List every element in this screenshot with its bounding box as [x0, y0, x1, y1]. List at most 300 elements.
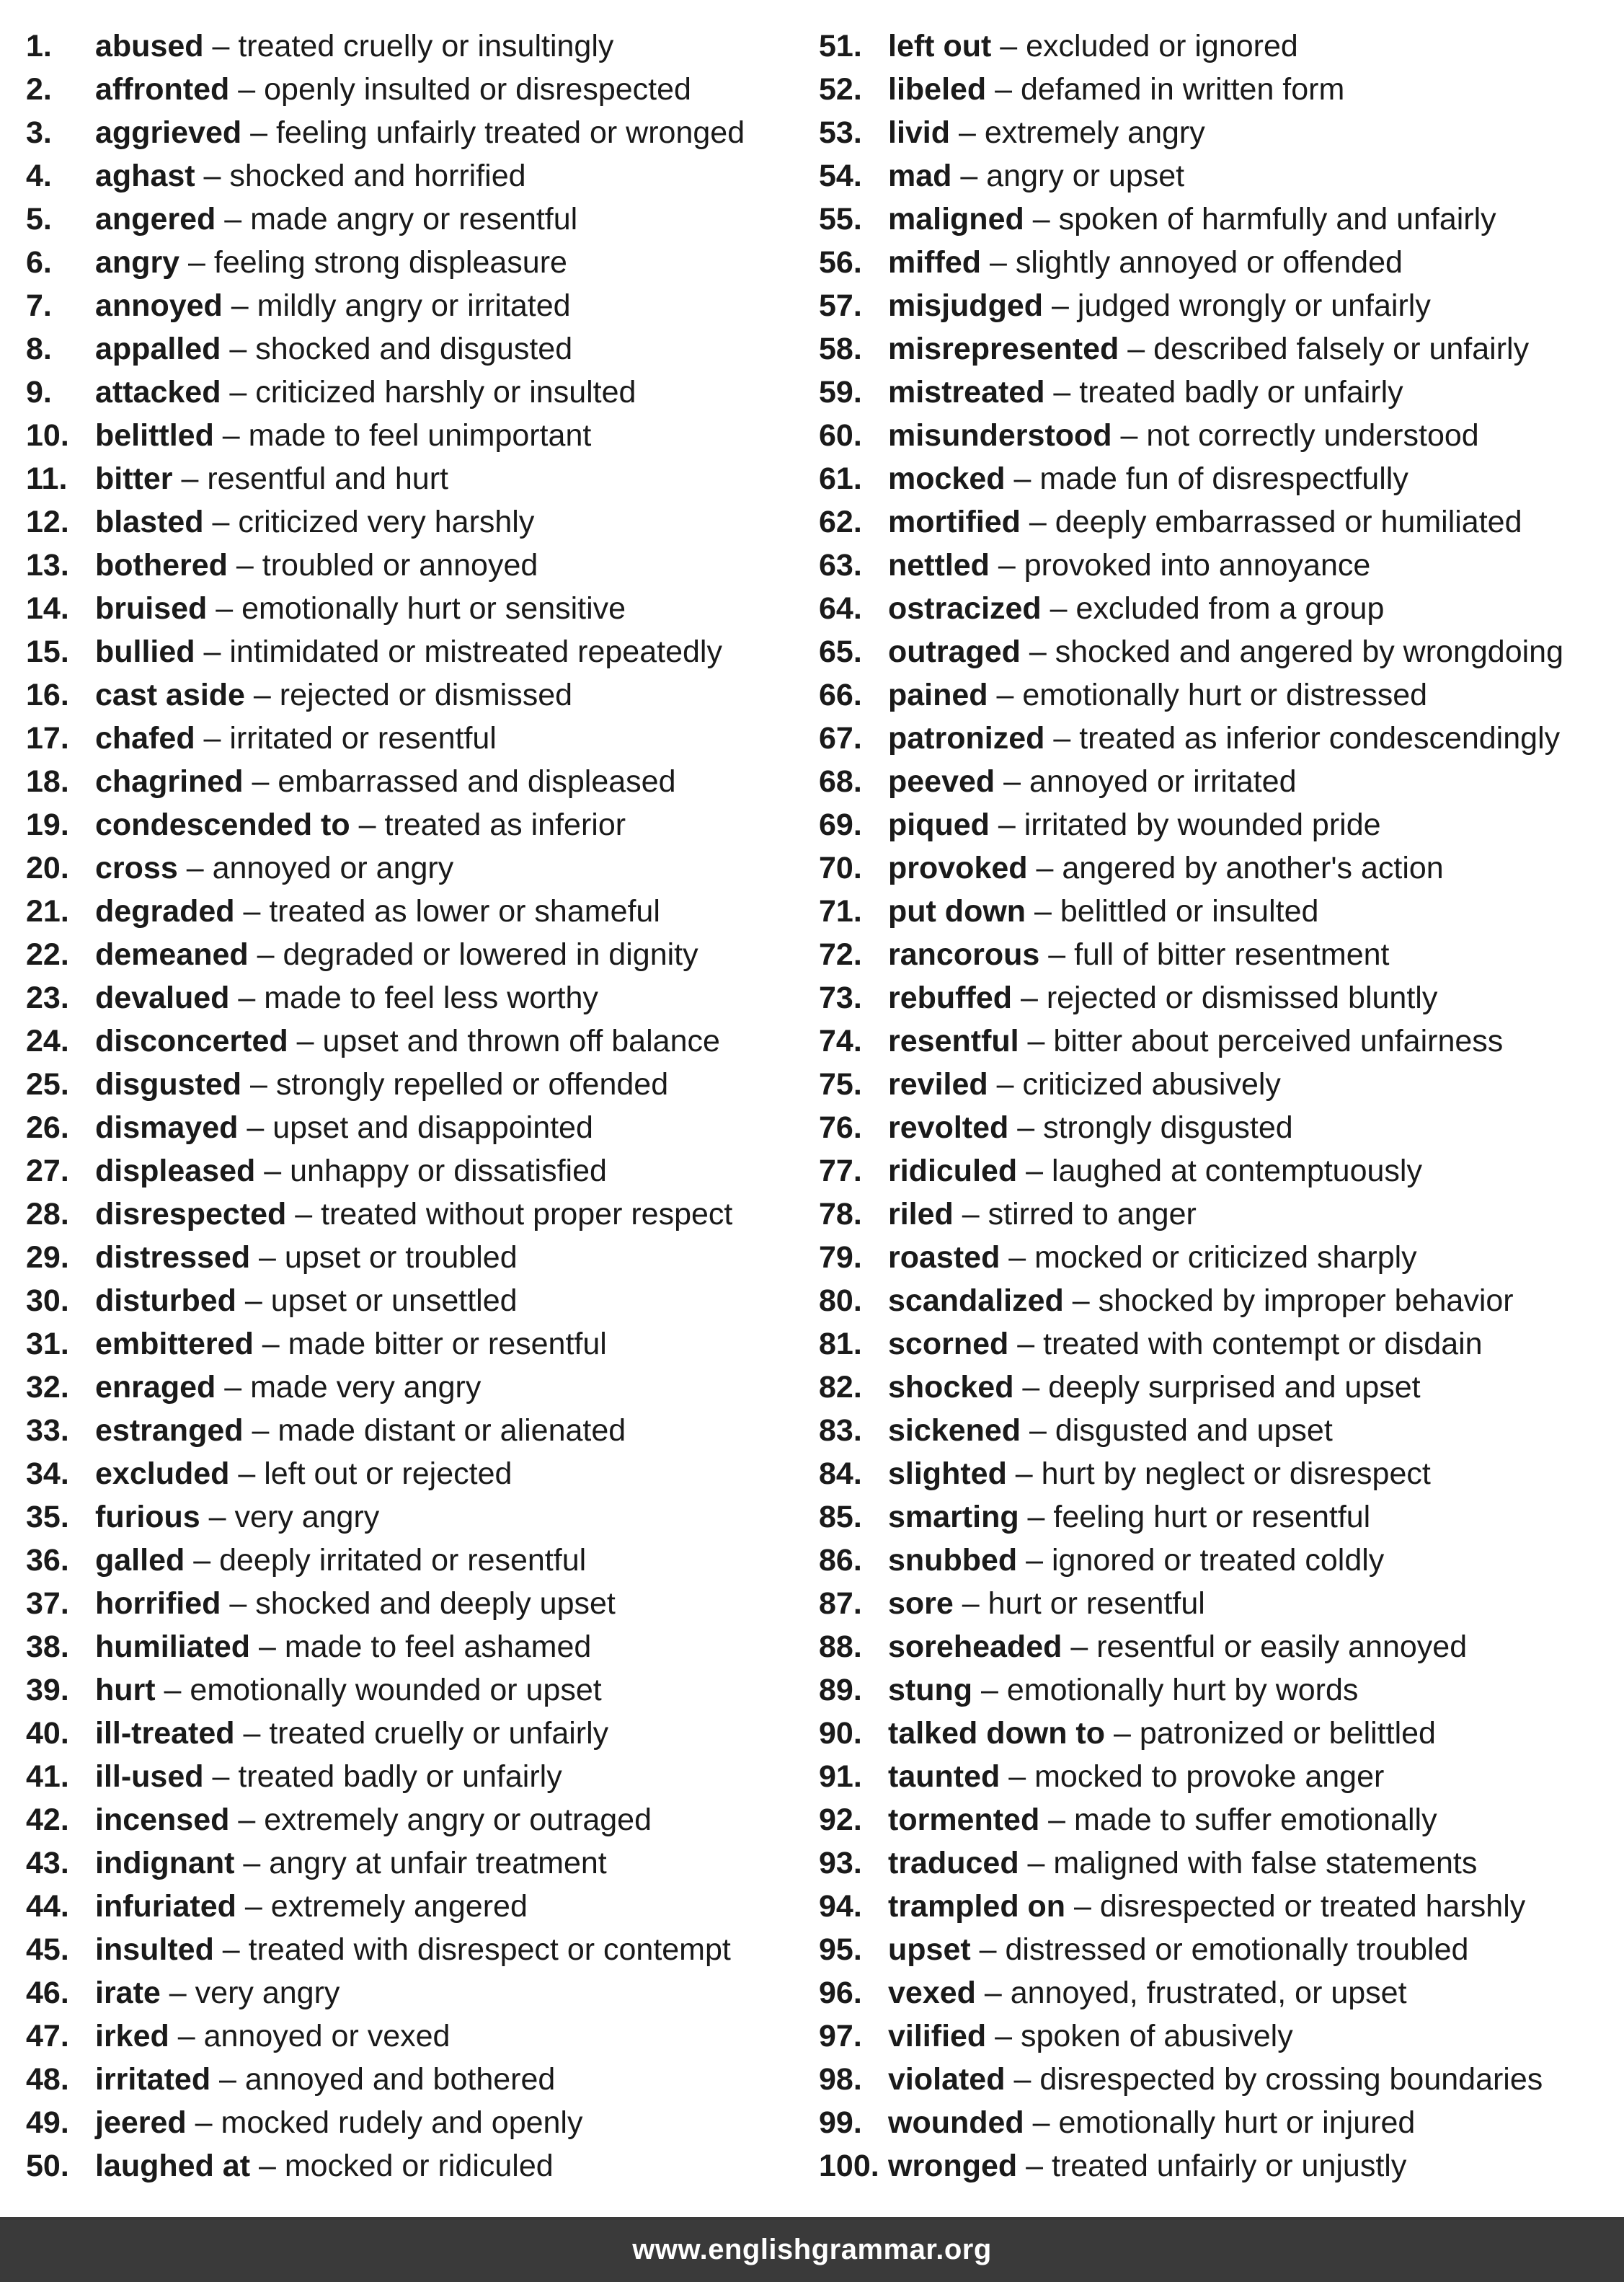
list-item — [819, 1971, 1619, 2015]
item-definition: treated cruelly or insultingly — [238, 29, 614, 63]
item-word: displeased — [95, 1154, 256, 1188]
item-number: 24. — [26, 1024, 69, 1058]
item-word: soreheaded — [888, 1629, 1062, 1664]
item-word: humiliated — [95, 1629, 251, 1664]
item-word: wounded — [888, 2105, 1024, 2140]
list-item — [26, 890, 826, 933]
list-item — [819, 1366, 1619, 1409]
item-text — [95, 1409, 626, 1452]
item-dash: – — [1044, 375, 1080, 410]
item-dash: – — [203, 29, 239, 63]
item-dash: – — [1017, 1543, 1052, 1578]
item-text — [888, 630, 1563, 673]
item-word: cross — [95, 851, 178, 885]
item-word: blasted — [95, 505, 204, 539]
item-text — [888, 846, 1444, 890]
item-dash: – — [241, 1067, 276, 1102]
item-dash: – — [1008, 1327, 1044, 1361]
item-text — [888, 154, 1184, 198]
item-text — [95, 846, 453, 890]
item-number: 50. — [26, 2149, 69, 2183]
item-definition: ignored or treated coldly — [1051, 1543, 1385, 1578]
item-word: misrepresented — [888, 332, 1119, 366]
item-dash: – — [250, 1240, 285, 1275]
item-definition: emotionally hurt or injured — [1058, 2105, 1416, 2140]
item-word: talked down to — [888, 1716, 1105, 1751]
item-text — [95, 371, 636, 414]
item-text — [95, 414, 591, 457]
list-item — [26, 68, 826, 111]
list-item — [819, 284, 1619, 327]
item-dash: – — [995, 764, 1030, 799]
item-definition: spoken of harmfully and unfairly — [1058, 202, 1496, 236]
item-dash: – — [951, 159, 987, 193]
item-text — [95, 1625, 591, 1668]
item-definition: mocked rudely and openly — [221, 2105, 583, 2140]
item-text — [888, 1452, 1431, 1495]
item-text — [95, 976, 598, 1020]
item-word: appalled — [95, 332, 221, 366]
item-text — [888, 414, 1479, 457]
item-dash: – — [286, 1197, 321, 1231]
item-number: 54. — [819, 159, 862, 193]
item-text — [95, 111, 745, 154]
item-definition: bitter about perceived unfairness — [1053, 1024, 1504, 1058]
item-dash: – — [213, 1932, 249, 1967]
item-definition: treated badly or unfairly — [238, 1759, 562, 1794]
item-number: 77. — [819, 1154, 862, 1188]
item-definition: angered by another's action — [1062, 851, 1444, 885]
item-definition: feeling unfairly treated or wronged — [275, 115, 745, 150]
item-word: vexed — [888, 1976, 976, 2010]
item-definition: made distant or alienated — [278, 1413, 626, 1448]
list-item — [819, 803, 1619, 846]
list-item — [819, 673, 1619, 717]
list-item — [819, 1409, 1619, 1452]
item-definition: belittled or insulted — [1060, 894, 1319, 929]
list-item — [26, 846, 826, 890]
item-number: 51. — [819, 29, 862, 63]
item-definition: resentful and hurt — [207, 461, 448, 496]
item-dash: – — [248, 937, 283, 972]
item-dash: – — [203, 505, 239, 539]
list-item — [819, 1279, 1619, 1322]
item-definition: disgusted and upset — [1055, 1413, 1333, 1448]
item-dash: – — [243, 1413, 278, 1448]
item-number: 2. — [26, 72, 52, 107]
item-definition: treated with disrespect or contempt — [248, 1932, 731, 1967]
item-dash: – — [1044, 721, 1080, 756]
list-item — [26, 587, 826, 630]
item-word: disgusted — [95, 1067, 242, 1102]
list-item — [26, 1668, 826, 1712]
item-definition: angry or upset — [986, 159, 1185, 193]
item-definition: emotionally wounded or upset — [190, 1673, 602, 1707]
item-number: 64. — [819, 591, 862, 626]
item-word: hurt — [95, 1673, 156, 1707]
item-number: 41. — [26, 1759, 69, 1794]
item-number: 62. — [819, 505, 862, 539]
item-word: misunderstood — [888, 418, 1112, 453]
item-definition: made angry or resentful — [250, 202, 578, 236]
item-dash: – — [1027, 851, 1062, 885]
item-number: 29. — [26, 1240, 69, 1275]
item-text — [888, 2015, 1293, 2058]
item-word: jeered — [95, 2105, 187, 2140]
item-dash: – — [244, 678, 280, 712]
item-word: sickened — [888, 1413, 1021, 1448]
item-text — [95, 890, 660, 933]
list-item — [26, 414, 826, 457]
item-text — [95, 1106, 593, 1149]
list-item — [819, 1928, 1619, 1971]
list-item — [819, 1712, 1619, 1755]
item-text — [95, 544, 538, 587]
item-number: 15. — [26, 634, 69, 669]
item-definition: deeply irritated or resentful — [219, 1543, 587, 1578]
item-text — [95, 1539, 586, 1582]
item-number: 76. — [819, 1110, 862, 1145]
item-text — [888, 717, 1560, 760]
list-item — [819, 1539, 1619, 1582]
item-definition: criticized very harshly — [238, 505, 535, 539]
item-definition: hurt or resentful — [988, 1586, 1205, 1621]
item-dash: – — [1039, 1803, 1075, 1837]
list-item — [26, 284, 826, 327]
item-word: degraded — [95, 894, 235, 929]
item-text — [888, 2144, 1406, 2188]
item-definition: not correctly understood — [1146, 418, 1479, 453]
item-text — [888, 1582, 1205, 1625]
list-item — [26, 1409, 826, 1452]
item-definition: angry at unfair treatment — [269, 1846, 607, 1880]
list-item — [819, 933, 1619, 976]
item-word: condescended to — [95, 808, 350, 842]
item-dash: – — [1008, 1110, 1044, 1145]
list-item — [819, 1755, 1619, 1798]
item-word: roasted — [888, 1240, 1000, 1275]
list-item — [26, 1322, 826, 1366]
item-number: 52. — [819, 72, 862, 107]
item-dash: – — [250, 1629, 285, 1664]
item-word: angry — [95, 245, 180, 280]
item-definition: emotionally hurt or sensitive — [241, 591, 626, 626]
item-number: 73. — [819, 981, 862, 1015]
item-word: revolted — [888, 1110, 1009, 1145]
item-text — [888, 1625, 1467, 1668]
item-definition: treated unfairly or unjustly — [1051, 2149, 1407, 2183]
item-dash: – — [186, 2105, 221, 2140]
item-number: 70. — [819, 851, 862, 885]
item-text — [888, 500, 1522, 544]
item-number: 34. — [26, 1456, 69, 1491]
item-word: embittered — [95, 1327, 254, 1361]
list-item — [26, 1928, 826, 1971]
list-item — [26, 1755, 826, 1798]
item-definition: disrespected by crossing boundaries — [1039, 2062, 1543, 2097]
item-definition: irritated by wounded pride — [1024, 808, 1381, 842]
item-text — [95, 154, 526, 198]
item-word: shocked — [888, 1370, 1014, 1405]
list-item — [819, 241, 1619, 284]
item-text — [888, 327, 1529, 371]
item-text — [888, 890, 1318, 933]
item-word: violated — [888, 2062, 1006, 2097]
item-text — [888, 1495, 1370, 1539]
item-definition: full of bitter resentment — [1074, 937, 1390, 972]
item-dash: – — [238, 1110, 273, 1145]
list-item — [26, 2144, 826, 2188]
item-word: estranged — [95, 1413, 244, 1448]
item-number: 71. — [819, 894, 862, 929]
list-item — [819, 890, 1619, 933]
item-word: affronted — [95, 72, 230, 107]
item-definition: extremely angry — [984, 115, 1205, 150]
item-definition: stirred to anger — [988, 1197, 1197, 1231]
item-word: piqued — [888, 808, 990, 842]
item-number: 53. — [819, 115, 862, 150]
item-number: 30. — [26, 1283, 69, 1318]
list-item — [819, 2015, 1619, 2058]
item-word: maligned — [888, 202, 1024, 236]
item-definition: openly insulted or disrespected — [264, 72, 691, 107]
item-number: 89. — [819, 1673, 862, 1707]
item-dash: – — [950, 115, 985, 150]
list-item — [26, 803, 826, 846]
item-number: 33. — [26, 1413, 69, 1448]
item-number: 7. — [26, 288, 52, 323]
item-definition: emotionally hurt by words — [1006, 1673, 1359, 1707]
item-definition: treated as inferior — [384, 808, 626, 842]
item-word: libeled — [888, 72, 987, 107]
item-definition: hurt by neglect or disrespect — [1041, 1456, 1431, 1491]
item-text — [95, 2015, 450, 2058]
item-definition: mocked or criticized sharply — [1034, 1240, 1417, 1275]
item-dash: – — [1017, 2149, 1052, 2183]
list-item — [26, 1712, 826, 1755]
item-definition: feeling hurt or resentful — [1053, 1500, 1371, 1534]
list-item — [26, 673, 826, 717]
item-text — [95, 2144, 554, 2188]
item-word: bothered — [95, 548, 228, 583]
list-item — [819, 1063, 1619, 1106]
item-definition: annoyed or angry — [212, 851, 454, 885]
list-item — [819, 846, 1619, 890]
item-number: 23. — [26, 981, 69, 1015]
item-number: 99. — [819, 2105, 862, 2140]
item-number: 59. — [819, 375, 862, 410]
item-definition: patronized or belittled — [1139, 1716, 1436, 1751]
word-list — [0, 25, 1624, 2188]
item-dash: – — [1024, 2105, 1059, 2140]
item-text — [95, 760, 676, 803]
item-word: sore — [888, 1586, 954, 1621]
item-number: 9. — [26, 375, 52, 410]
item-word: distressed — [95, 1240, 251, 1275]
item-definition: extremely angry or outraged — [264, 1803, 652, 1837]
item-word: demeaned — [95, 937, 249, 972]
item-dash: – — [1019, 1500, 1054, 1534]
item-definition: upset or unsettled — [270, 1283, 518, 1318]
list-item — [26, 2015, 826, 2058]
item-definition: treated with contempt or disdain — [1043, 1327, 1483, 1361]
item-word: angered — [95, 202, 216, 236]
item-definition: upset or troubled — [284, 1240, 518, 1275]
item-definition: irritated or resentful — [229, 721, 497, 756]
footer-bar — [0, 2217, 1624, 2282]
item-number: 69. — [819, 808, 862, 842]
item-number: 96. — [819, 1976, 862, 2010]
item-number: 55. — [819, 202, 862, 236]
item-definition: made to suffer emotionally — [1074, 1803, 1437, 1837]
item-word: disturbed — [95, 1283, 236, 1318]
item-word: wronged — [888, 2149, 1018, 2183]
item-dash: – — [1111, 418, 1147, 453]
item-definition: spoken of abusively — [1021, 2019, 1293, 2053]
item-dash: – — [1063, 1283, 1099, 1318]
item-number: 82. — [819, 1370, 862, 1405]
item-word: belittled — [95, 418, 214, 453]
item-number: 46. — [26, 1976, 69, 2010]
item-dash: – — [195, 634, 230, 669]
item-dash: – — [970, 1932, 1006, 1967]
item-definition: deeply surprised and upset — [1048, 1370, 1421, 1405]
item-word: patronized — [888, 721, 1045, 756]
item-dash: – — [1043, 288, 1078, 323]
item-number: 36. — [26, 1543, 69, 1578]
item-definition: distressed or emotionally troubled — [1005, 1932, 1469, 1967]
list-item — [26, 760, 826, 803]
item-number: 100. — [819, 2149, 879, 2183]
item-number: 93. — [819, 1846, 862, 1880]
list-item — [819, 544, 1619, 587]
item-text — [95, 1841, 607, 1885]
list-item — [819, 327, 1619, 371]
footer-url[interactable]: www.englishgrammar.org — [632, 2234, 992, 2265]
item-dash: – — [177, 851, 213, 885]
item-number: 97. — [819, 2019, 862, 2053]
item-number: 95. — [819, 1932, 862, 1967]
item-number: 42. — [26, 1803, 69, 1837]
list-item — [26, 1625, 826, 1668]
item-number: 21. — [26, 894, 69, 929]
item-word: scandalized — [888, 1283, 1064, 1318]
item-dash: – — [229, 72, 265, 107]
item-word: scorned — [888, 1327, 1009, 1361]
item-definition: very angry — [195, 1976, 340, 2010]
item-word: put down — [888, 894, 1026, 929]
item-number: 20. — [26, 851, 69, 885]
item-word: tormented — [888, 1803, 1040, 1837]
item-word: infuriated — [95, 1889, 236, 1924]
item-dash: – — [221, 375, 256, 410]
item-dash: – — [1065, 1889, 1100, 1924]
list-item — [26, 1582, 826, 1625]
item-dash: – — [1105, 1716, 1140, 1751]
item-text — [95, 1582, 616, 1625]
item-text — [95, 630, 722, 673]
item-dash: – — [989, 808, 1024, 842]
item-definition: slightly annoyed or offended — [1015, 245, 1403, 280]
item-text — [95, 587, 626, 630]
list-item — [26, 1279, 826, 1322]
item-number: 80. — [819, 1283, 862, 1318]
item-word: mocked — [888, 461, 1006, 496]
item-dash: – — [1019, 1024, 1054, 1058]
item-dash: – — [213, 418, 249, 453]
list-item — [26, 717, 826, 760]
item-dash: – — [1013, 1370, 1049, 1405]
item-text — [95, 1668, 602, 1712]
item-text — [888, 1798, 1437, 1841]
item-word: miffed — [888, 245, 981, 280]
item-text — [888, 457, 1408, 500]
item-word: insulted — [95, 1932, 214, 1967]
list-item — [819, 457, 1619, 500]
item-number: 10. — [26, 418, 69, 453]
item-word: outraged — [888, 634, 1021, 669]
item-dash: – — [172, 461, 208, 496]
item-dash: – — [986, 2019, 1021, 2053]
item-word: irritated — [95, 2062, 211, 2097]
item-number: 12. — [26, 505, 69, 539]
list-item — [26, 1495, 826, 1539]
list-item — [26, 1841, 826, 1885]
item-number: 65. — [819, 634, 862, 669]
item-text — [888, 25, 1298, 68]
item-word: attacked — [95, 375, 221, 410]
item-definition: made fun of disrespectfully — [1039, 461, 1408, 496]
item-number: 16. — [26, 678, 69, 712]
item-word: enraged — [95, 1370, 216, 1405]
item-number: 6. — [26, 245, 52, 280]
item-definition: excluded from a group — [1075, 591, 1385, 626]
item-word: laughed at — [95, 2149, 251, 2183]
item-dash: – — [1019, 1846, 1054, 1880]
item-dash: – — [981, 245, 1016, 280]
item-text — [95, 1322, 607, 1366]
item-definition: made bitter or resentful — [288, 1327, 607, 1361]
item-text — [95, 1063, 668, 1106]
item-definition: strongly repelled or offended — [275, 1067, 669, 1102]
item-dash: – — [988, 678, 1023, 712]
item-number: 98. — [819, 2062, 862, 2097]
item-dash: – — [229, 1803, 265, 1837]
item-word: chagrined — [95, 764, 244, 799]
item-number: 47. — [26, 2019, 69, 2053]
item-word: dismayed — [95, 1110, 239, 1145]
item-word: mistreated — [888, 375, 1045, 410]
item-dash: – — [1024, 202, 1059, 236]
item-dash: – — [1017, 1154, 1052, 1188]
item-dash: – — [234, 1716, 270, 1751]
item-word: disrespected — [95, 1197, 287, 1231]
item-dash: – — [185, 1543, 220, 1578]
item-word: annoyed — [95, 288, 223, 323]
item-number: 60. — [819, 418, 862, 453]
item-dash: – — [1020, 505, 1055, 539]
item-text — [888, 1063, 1281, 1106]
item-number: 63. — [819, 548, 862, 583]
right-column — [819, 25, 1619, 2188]
list-item — [819, 371, 1619, 414]
item-number: 67. — [819, 721, 862, 756]
item-definition: laughed at contemptuously — [1052, 1154, 1422, 1188]
list-item — [819, 1106, 1619, 1149]
list-item — [819, 1798, 1619, 1841]
item-text — [95, 1971, 340, 2015]
item-word: taunted — [888, 1759, 1000, 1794]
